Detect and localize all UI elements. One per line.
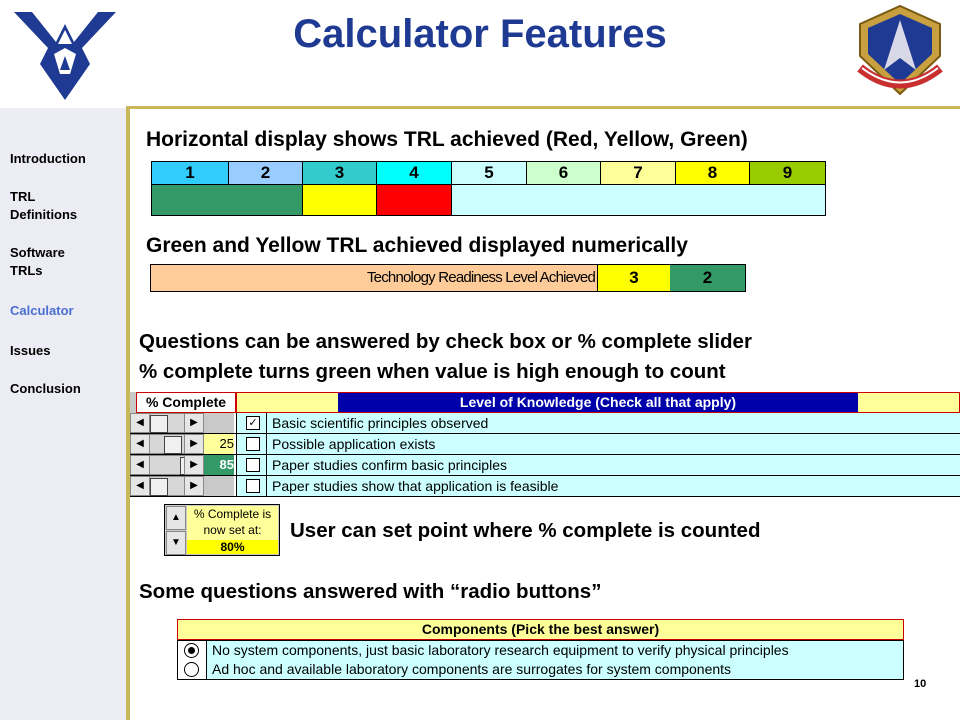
radio-cell <box>178 660 207 679</box>
table-row <box>130 455 960 476</box>
page-number: 10 <box>914 678 927 690</box>
pct-value-cell <box>204 413 234 433</box>
nav-conclusion[interactable]: Conclusion <box>10 381 81 396</box>
setpoint-label-line1: % Complete is <box>193 507 272 521</box>
trl-number-row <box>152 162 825 185</box>
component-text: Ad hoc and available laboratory components are surrogates for system components <box>212 661 732 677</box>
nav-trl-definitions[interactable]: TRL Definitions <box>10 189 78 222</box>
trl-cell: 3 <box>303 162 377 184</box>
trl-red-segment <box>377 185 452 215</box>
trl-achieved-row <box>152 185 825 215</box>
trl-cell: 7 <box>601 162 676 184</box>
knowledge-text: Paper studies confirm basic principles <box>266 455 507 475</box>
trl-achieved-numeric <box>150 264 746 292</box>
radio-dot <box>188 647 195 654</box>
trl-cell: 2 <box>229 162 303 184</box>
knowledge-text: Paper studies show that application is feasible <box>266 476 558 496</box>
component-text: No system components, just basic laboratory research equipment to verify physical principles <box>212 642 789 658</box>
knowledge-item <box>236 434 960 454</box>
slider-left-arrow[interactable]: ◀ <box>130 434 150 454</box>
radio-unselected[interactable] <box>184 662 199 677</box>
heading-set-point: User can set point where % complete is counted <box>290 519 761 542</box>
nav-introduction[interactable]: Introduction <box>10 151 86 166</box>
setpoint-up-arrow[interactable]: ▲ <box>166 506 186 530</box>
pct-value-cell <box>204 476 234 496</box>
knowledge-item <box>236 413 960 433</box>
header-divider <box>126 106 960 109</box>
pct-value-cell: 85 <box>204 455 234 475</box>
trl-horizontal-display <box>151 161 826 216</box>
table-row <box>130 434 960 455</box>
heading-horizontal-display: Horizontal display shows TRL achieved (Red, Yellow, Green) <box>146 128 748 151</box>
table-row <box>130 476 960 497</box>
checkbox[interactable] <box>246 458 260 472</box>
slider-right-arrow[interactable]: ▶ <box>184 434 204 454</box>
nav-software-trls[interactable]: Software TRLs <box>10 245 65 278</box>
slider-left-arrow[interactable]: ◀ <box>130 476 150 496</box>
slider-thumb[interactable] <box>150 478 168 496</box>
slider-right-arrow[interactable]: ▶ <box>184 413 204 433</box>
checkbox[interactable] <box>246 479 260 493</box>
radio-selected[interactable] <box>184 643 199 658</box>
trl-yellow-value: 3 <box>597 265 671 291</box>
slider-left-arrow[interactable]: ◀ <box>130 413 150 433</box>
slider-left-arrow[interactable]: ◀ <box>130 455 150 475</box>
slider-thumb[interactable] <box>164 436 182 454</box>
knowledge-table <box>130 392 960 496</box>
knowledge-header-text: Level of Knowledge (Check all that apply) <box>338 393 858 412</box>
trl-green-value: 2 <box>670 265 745 291</box>
components-table <box>177 619 904 679</box>
trl-cell: 1 <box>152 162 229 184</box>
trl-cell: 8 <box>676 162 750 184</box>
setpoint-label-line2: now set at: <box>203 523 262 537</box>
setpoint-down-arrow[interactable]: ▼ <box>166 531 186 555</box>
slider-right-arrow[interactable]: ▶ <box>184 455 204 475</box>
components-header: Components (Pick the best answer) <box>177 619 904 640</box>
checkbox-checked[interactable]: ✓ <box>246 416 260 430</box>
trl-cell: 5 <box>452 162 527 184</box>
slider-thumb[interactable] <box>150 415 168 433</box>
nav-issues[interactable]: Issues <box>10 343 51 358</box>
trl-cell: 4 <box>377 162 452 184</box>
trl-yellow-segment <box>303 185 377 215</box>
pct-complete-header: % Complete <box>136 392 236 413</box>
trl-cell: 6 <box>527 162 601 184</box>
page-title: Calculator Features <box>293 12 667 56</box>
pct-value-cell: 25 <box>204 434 234 454</box>
setpoint-label <box>187 506 278 540</box>
table-row <box>130 413 960 434</box>
heading-turns-green: % complete turns green when value is high enough to count <box>139 360 726 383</box>
table-row <box>177 640 904 661</box>
heading-radio-buttons: Some questions answered with “radio buttons” <box>139 580 602 603</box>
nav-calculator[interactable]: Calculator <box>10 303 74 318</box>
knowledge-item <box>236 476 960 496</box>
heading-questions: Questions can be answered by check box or % complete slider <box>139 330 752 353</box>
heading-numeric-display: Green and Yellow TRL achieved displayed numerically <box>146 234 688 257</box>
table-row <box>177 660 904 680</box>
slider-right-arrow[interactable]: ▶ <box>184 476 204 496</box>
radio-cell <box>178 641 207 660</box>
knowledge-rows <box>130 413 960 496</box>
knowledge-header <box>236 392 960 413</box>
trl-green-segment <box>152 185 303 215</box>
trl-cell: 9 <box>750 162 825 184</box>
setpoint-value[interactable]: 80% <box>187 540 278 554</box>
knowledge-item <box>236 455 960 475</box>
trl-achieved-label: Technology Readiness Level Achieved <box>366 269 595 286</box>
knowledge-text: Possible application exists <box>266 434 435 454</box>
setpoint-widget <box>164 504 280 556</box>
knowledge-text: Basic scientific principles observed <box>266 413 488 433</box>
checkbox[interactable] <box>246 437 260 451</box>
